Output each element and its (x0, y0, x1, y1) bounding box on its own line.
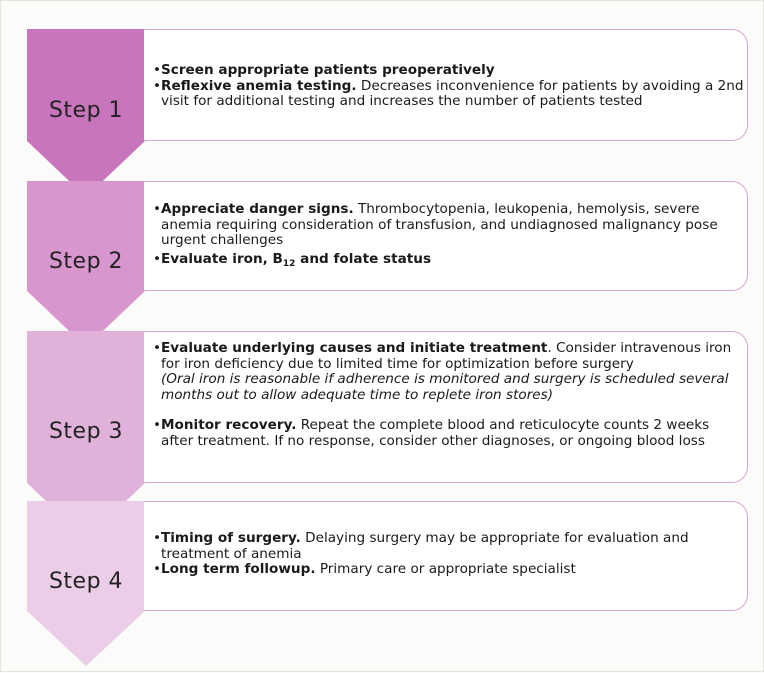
step-2-item-1: • Appreciate danger signs. Thrombocytopenia, leukopenia, hemolysis, severe anemia requiring consideration of transfusion, and undiagnosed malignancy pose urgent challenges (153, 201, 718, 248)
step-1-item-1: • Screen appropriate patients preoperatively (153, 62, 495, 78)
step-3-note: (Oral iron is reasonable if adherence is monitored and surgery is scheduled several months out to allow adequate time to replete iron stores) (161, 371, 729, 403)
step-4-content (153, 531, 745, 578)
step-4-label: Step 4 (48, 569, 124, 594)
step-3-content (153, 341, 745, 449)
step-1-content (153, 63, 745, 110)
step-2-label: Step 2 (48, 249, 124, 274)
step-4-item-1: • Timing of surgery. Delaying surgery may be appropriate for evaluation and treatment of anemia (153, 530, 689, 562)
step-2-content (153, 202, 745, 267)
step-4-item-2: • Long term followup. Primary care or appropriate specialist (153, 561, 576, 577)
step-1-item-2: • Reflexive anemia testing. Decreases inconvenience for patients by avoiding a 2nd visit for additional testing and increases the number of patients tested (153, 77, 744, 109)
step-3-item-1: • Evaluate underlying causes and initiate treatment. Consider intravenous iron for iron deficiency due to limited time for optimization before surgery (153, 340, 732, 372)
step-3-item-2: • Monitor recovery. Repeat the complete blood and reticulocyte counts 2 weeks after treatment. If no response, consider other diagnoses, or ongoing blood loss (153, 417, 710, 449)
step-3-label: Step 3 (48, 419, 124, 444)
step-2-item-2: • Evaluate iron, $B_{12}$ and folate status (153, 250, 432, 269)
step-1-label: Step 1 (48, 98, 124, 123)
